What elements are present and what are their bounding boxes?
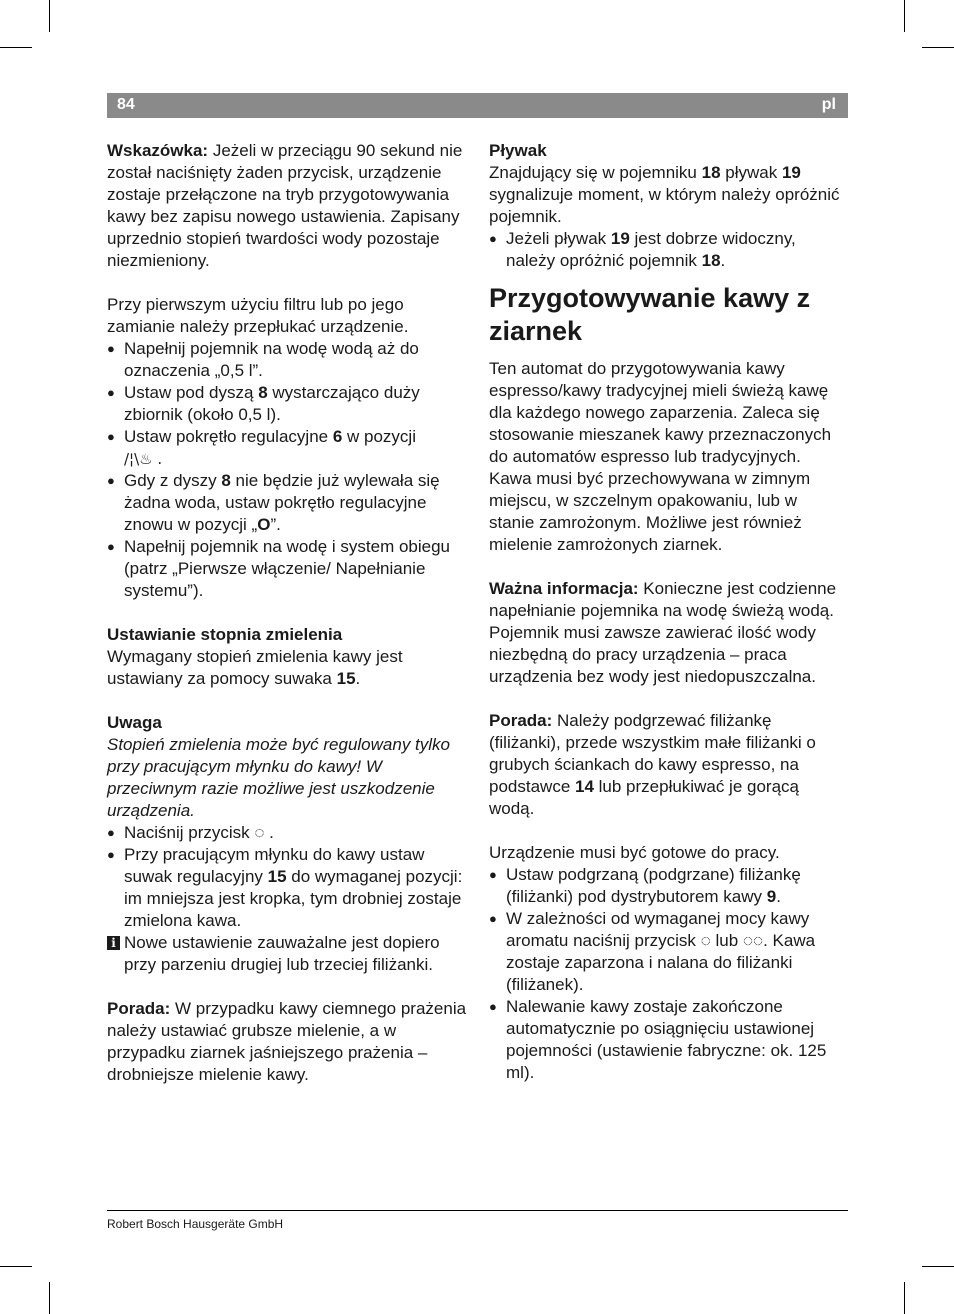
crop-mark (904, 0, 905, 32)
crop-mark (922, 47, 954, 48)
list-item: ● Napełnij pojemnik na wodę i system obiegu (patrz „Pierwsze włączenie/ Napełnianie systemu”). (107, 536, 469, 602)
important-paragraph: Ważna informacja: Konieczne jest codzienne napełnianie pojemnika na wodę świeżą wodą. Pojemnik musi zawsze zawierać ilość wody niezbędną do pracy urządzenia – praca urządzenia bez wody jest niedopuszczalna. (489, 579, 837, 686)
right-column (489, 140, 847, 1084)
page-header-bar (107, 93, 848, 118)
warning-heading: Uwaga (107, 713, 162, 732)
list-item: ● W zależności od wymaganej mocy kawy aromatu naciśnij przycisk ◌ lub ◌◌. Kawa zostaje zaparzona i nalana do filiżanki (filiżanek). (489, 908, 847, 996)
left-column (107, 140, 469, 1086)
crop-mark (49, 1282, 50, 1314)
info-icon: i (107, 936, 120, 950)
paragraph: Ten automat do przygotowywania kawy espresso/kawy tradycyjnej mieli świeżą kawę dla każdego nowego zaparzenia. Zaleca się stosowanie mieszanek kawy przeznaczonych do automatów espresso lub tradycyjnych. Kawa musi być przechowywana w zimnym miejscu, w szczelnym opakowaniu, lub w stanie zamrożonym. Możliwe jest również mielenie zamrożonych ziarnek. (489, 359, 832, 554)
list-item: ● Gdy z dyszy 8 nie będzie już wylewała się żadna woda, ustaw pokrętło regulacyjne znowu w pozycji „O”. (107, 470, 469, 536)
page-number: 84 (117, 96, 135, 113)
list-item: ● Jeżeli pływak 19 jest dobrze widoczny, należy opróżnić pojemnik 18. (489, 228, 847, 272)
list-item: ● Ustaw podgrzaną (podgrzane) filiżankę (filiżanki) pod dystrybutorem kawy 9. (489, 864, 847, 908)
footer-divider (107, 1210, 848, 1211)
single-bean-icon: ◌ (700, 931, 711, 950)
list-item: ● Naciśnij przycisk ◌ . (107, 822, 469, 844)
tip-paragraph: Wskazówka: Jeżeli w przeciągu 90 sekund nie został naciśnięty żaden przycisk, urządzenie zostaje przełączone na tryb przygotowywania kawy bez zapisu nowego ustawienia. Zapisany uprzednio stopień twardości wody pozostaje niezmieniony. (107, 141, 463, 270)
tip-paragraph: Porada: W przypadku kawy ciemnego prażenia należy ustawiać grubsze mielenie, a w przypadku ziarnek jaśniejszego prażenia – drobniejsze mielenie kawy. (107, 999, 467, 1084)
list-item: ● Nalewanie kawy zostaje zakończone automatycznie po osiągnięciu ustawionej pojemności (ustawienie fabryczne: ok. 125 ml). (489, 996, 847, 1084)
list-item: ● Ustaw pokrętło regulacyjne 6 w pozycji /¦\♨ . (107, 426, 469, 470)
footer-company: Robert Bosch Hausgeräte GmbH (107, 1217, 284, 1231)
language-code: pl (821, 96, 836, 113)
tip-paragraph: Porada: Należy podgrzewać filiżankę (filiżanki), przede wszystkim małe filiżanki o grubych ściankach do kawy espresso, na podstawce 14 lub przepłukiwać je gorącą wodą. (489, 711, 816, 818)
list-item: ● Przy pracującym młynku do kawy ustaw suwak regulacyjny 15 do wymaganej pozycji: im mniejsza jest kropka, tym drobniej zostaje zmielona kawa. (107, 844, 469, 932)
paragraph: Wymagany stopień zmielenia kawy jest ustawiany za pomocy suwaka 15. (107, 647, 403, 688)
filter-intro: Przy pierwszym użyciu filtru lub po jego zamianie należy przepłukać urządzenie. (107, 295, 409, 336)
double-bean-icon: ◌◌ (742, 931, 764, 950)
paragraph: Znajdujący się w pojemniku 18 pływak 19 sygnalizuje moment, w którym należy opróżnić pojemnik. (489, 163, 840, 226)
crop-mark (0, 1266, 32, 1267)
list-item: ● Ustaw pod dyszą 8 wystarczająco duży zbiornik (około 0,5 l). (107, 382, 469, 426)
crop-mark (0, 47, 32, 48)
page-title: Przygotowywanie kawy z ziarnek (489, 283, 811, 346)
warning-text: Stopień zmielenia może być regulowany tylko przy pracującym młynku do kawy! W przeciwnym razie możliwe jest uszkodzenie urządzenia. (107, 735, 451, 820)
crop-mark (904, 1282, 905, 1314)
section-heading: Ustawianie stopnia zmielenia (107, 625, 343, 644)
paragraph: Urządzenie musi być gotowe do pracy. (489, 843, 780, 862)
crop-mark (49, 0, 50, 32)
info-note: i Nowe ustawienie zauważalne jest dopiero przy parzeniu drugiej lub trzeciej filiżanki. (107, 932, 469, 976)
steam-position-icon: /¦\♨ . (124, 450, 163, 468)
list-item: ● Napełnij pojemnik na wodę wodą aż do oznaczenia „0,5 l”. (107, 338, 469, 382)
section-heading: Pływak (489, 141, 547, 160)
crop-mark (922, 1266, 954, 1267)
